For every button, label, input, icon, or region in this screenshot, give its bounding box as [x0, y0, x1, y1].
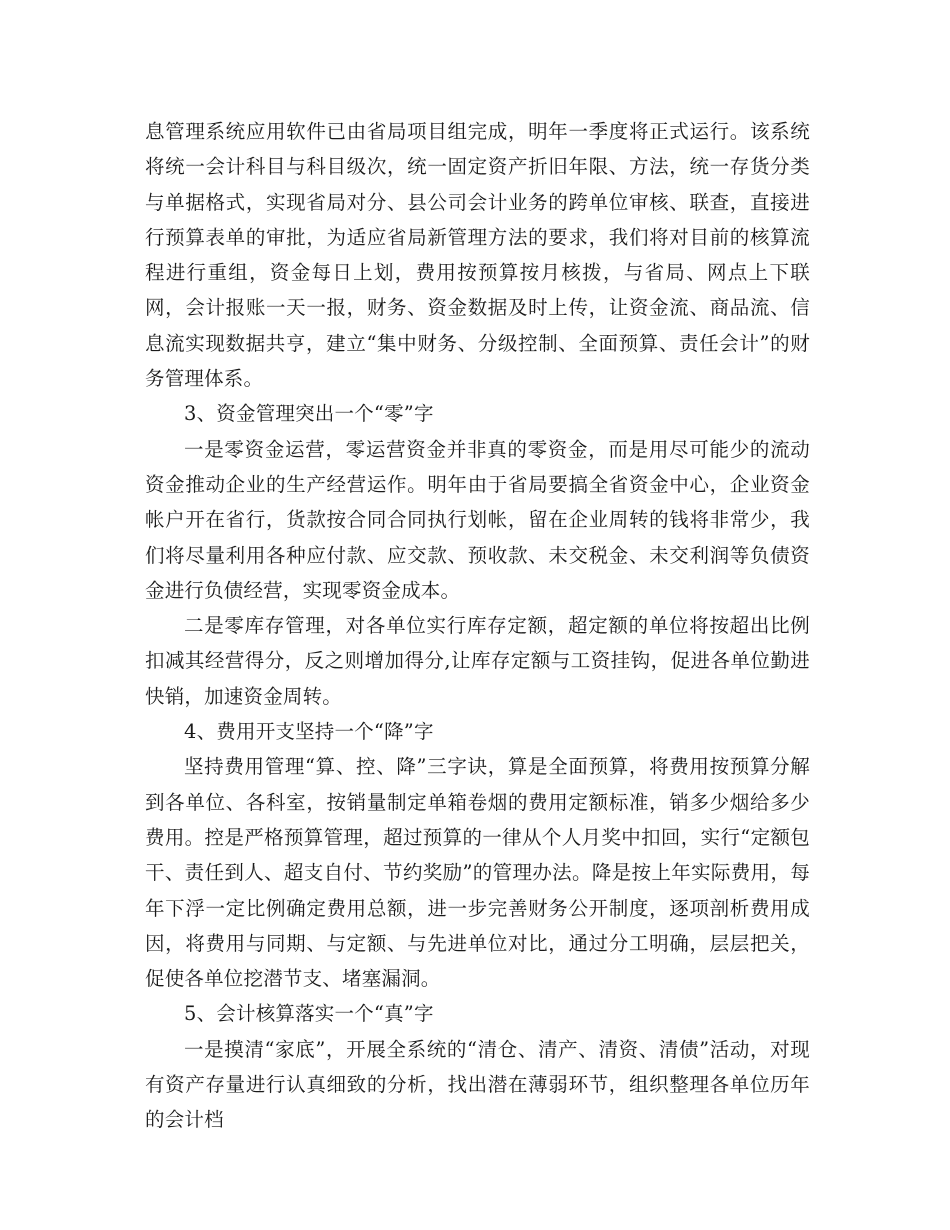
paragraph-expense-control: 坚持费用管理“算、控、降”三字诀，算是全面预算，将费用按预算分解到各单位、各科室，按销量制定单箱卷烟的费用定额标准，销多少烟给多少费用。控是严格预算管理，超过预算的一律从个人月奖中扣回，实行“定额包干、责任到人、超支自付、节约奖励”的管理办法。降是按上年实际费用，每年下浮一定比例确定费用总额，进一步完善财务公开制度，逐项剖析费用成因，将费用与同期、与定额、与先进单位对比，通过分工明确，层层把关，促使各单位挖潜节支、堵塞漏洞。 — [145, 755, 810, 991]
section-heading-5: 5、会计核算落实一个“真”字 — [184, 1002, 434, 1026]
section-heading-3: 3、资金管理突出一个“零”字 — [184, 402, 434, 426]
paragraph-continuation: 息管理系统应用软件已由省局项目组完成，明年一季度将正式运行。该系统将统一会计科目与科目级次，统一固定资产折旧年限、方法，统一存货分类与单据格式，实现省局对分、县公司会计业务的跨单位审核、联查，直接进行预算表单的审批，为适应省局新管理方法的要求，我们将对目前的核算流程进行重组，资金每日上划，费用按预算按月核拨，与省局、网点上下联网，会计报账一天一报，财务、资金数据及时上传，让资金流、商品流、信息流实现数据共亨，建立“集中财务、分级控制、全面预算、责任会计”的财务管理体系。 — [145, 120, 810, 391]
paragraph-zero-capital: 一是零资金运营，零运营资金并非真的零资金，而是用尽可能少的流动资金推动企业的生产经营运作。明年由于省局要搞全省资金中心，企业资金帐户开在省行，货款按合同合同执行划帐，留在企业周转的钱将非常少，我们将尽量利用各种应付款、应交款、预收款、未交税金、未交利润等负债资金进行负债经营，实现零资金成本。 — [145, 437, 810, 602]
paragraph-accounting-truth: 一是摸清“家底”，开展全系统的“清仓、清产、清资、清债”活动，对现有资产存量进行认真细致的分析，找出潜在薄弱环节，组织整理各单位历年的会计档 — [145, 1037, 810, 1132]
section-heading-4: 4、费用开支坚持一个“降”字 — [184, 720, 434, 744]
document-body — [145, 114, 810, 1138]
paragraph-zero-inventory: 二是零库存管理，对各单位实行库存定额，超定额的单位将按超出比例扣减其经营得分，反之则增加得分,让库存定额与工资挂钩，促进各单位勤进快销，加速资金周转。 — [145, 614, 810, 708]
